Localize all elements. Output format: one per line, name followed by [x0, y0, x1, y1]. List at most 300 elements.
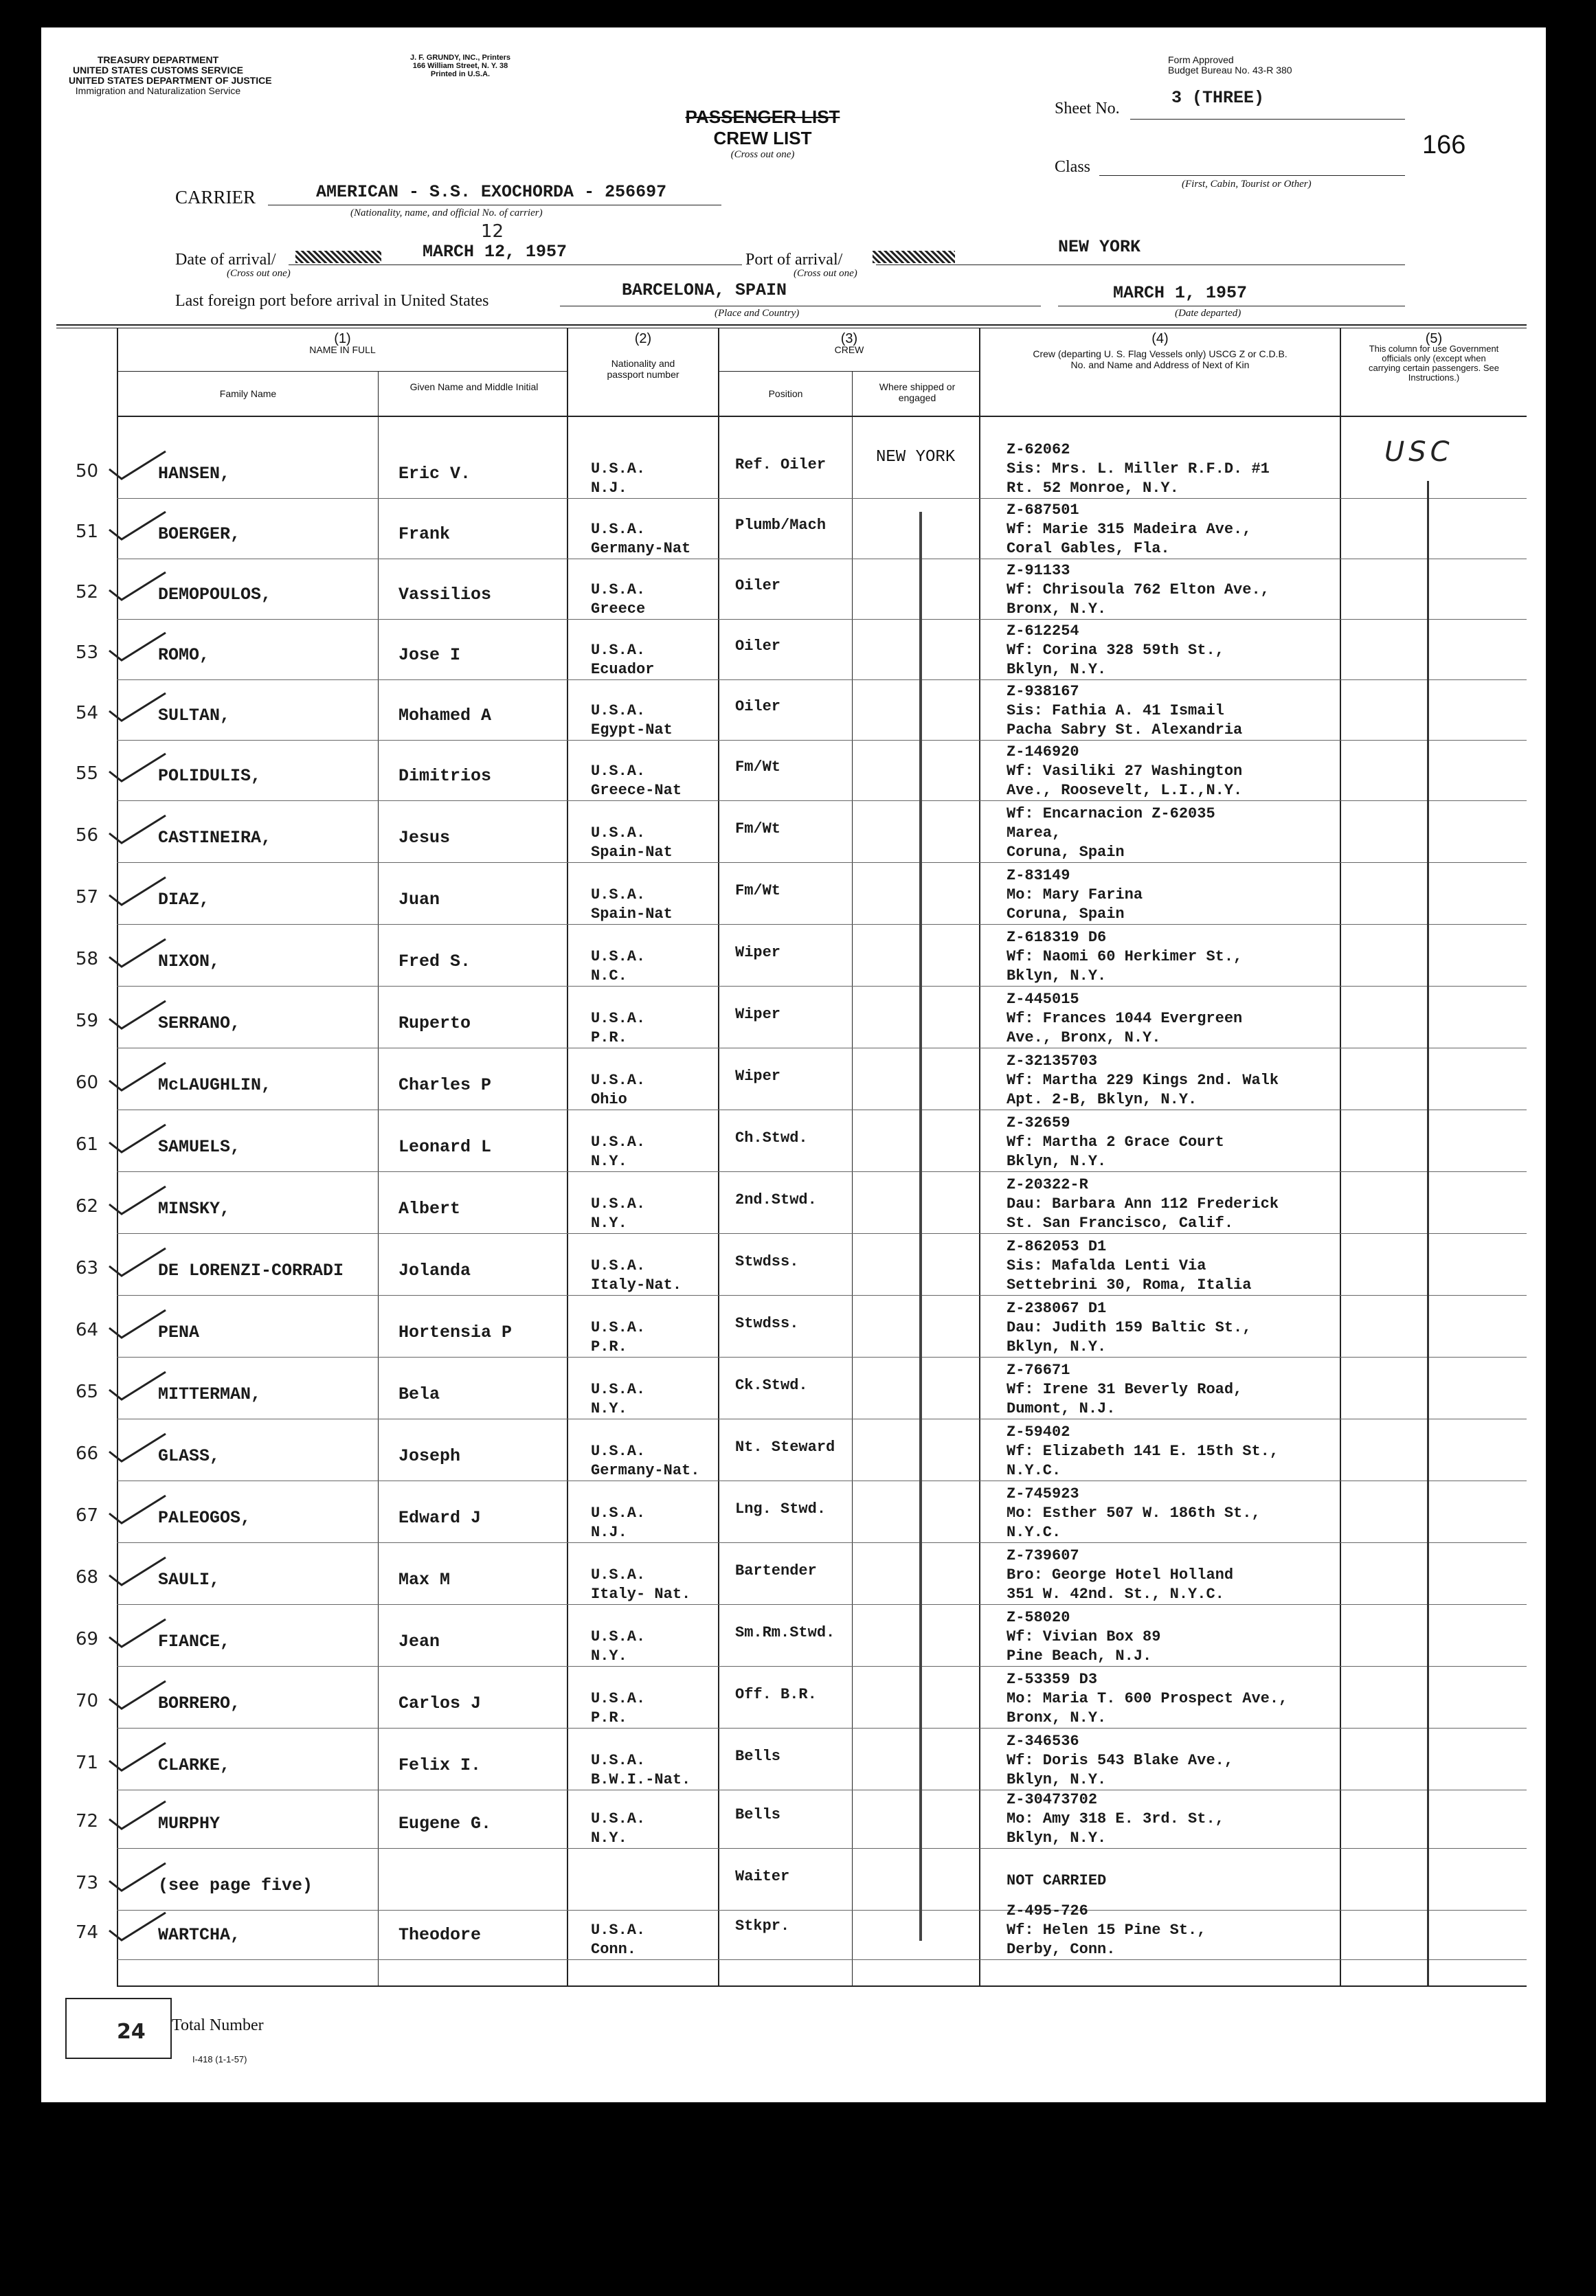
row-separator: [117, 1357, 1527, 1358]
row-number: 58: [76, 949, 99, 969]
family-name: MINSKY,: [158, 1199, 231, 1219]
row-number: 70: [76, 1691, 99, 1711]
kin-line-2: Sis: Mrs. L. Miller R.F.D. #1: [1007, 460, 1270, 477]
row-separator: [117, 800, 1527, 801]
row-number: 56: [76, 825, 99, 846]
family-name: NIXON,: [158, 952, 221, 971]
nationality: U.S.A.: [591, 1505, 646, 1522]
crew-position: Ck.Stwd.: [735, 1377, 808, 1394]
check-mark-icon: [106, 998, 168, 1033]
class-note: (First, Cabin, Tourist or Other): [1182, 179, 1312, 190]
kin-line-1: Z-59402: [1007, 1423, 1070, 1441]
row-separator: [117, 1233, 1527, 1234]
date-arrival-correction: 12: [481, 221, 504, 242]
carrier-note: (Nationality, name, and official No. of carrier): [350, 207, 543, 218]
row-number: 55: [76, 763, 99, 784]
given-name: Bela: [398, 1384, 440, 1404]
printer-line: J. F. GRUNDY, INC., Printers: [409, 54, 511, 62]
row-number: 60: [76, 1072, 99, 1093]
kin-line-2: Dau: Barbara Ann 112 Frederick: [1007, 1195, 1279, 1213]
crew-position: Bells: [735, 1748, 781, 1765]
page-number: 166: [1422, 131, 1466, 159]
last-port-label: Last foreign port before arrival in United States: [175, 292, 489, 310]
given-name: Eric V.: [398, 464, 471, 484]
given-name: Joseph: [398, 1446, 461, 1466]
row-number: 57: [76, 887, 99, 908]
family-name: DE LORENZI-CORRADI: [158, 1261, 344, 1281]
kin-line-1: Z-20322-R: [1007, 1176, 1088, 1193]
crew-position: Waiter: [735, 1868, 790, 1885]
passport-state: Germany-Nat: [591, 540, 691, 557]
row-separator: [117, 862, 1527, 863]
given-name: Ruperto: [398, 1013, 471, 1033]
kin-line-1: Z-862053 D1: [1007, 1238, 1107, 1255]
passport-state: Ohio: [591, 1091, 627, 1108]
form-approved-block: [1168, 55, 1292, 76]
check-mark-icon: [106, 1860, 168, 1895]
form-code: I-418 (1-1-57): [192, 2054, 247, 2064]
kin-line-1: Z-83149: [1007, 867, 1070, 884]
cross-out-note-date: (Cross out one): [227, 268, 291, 279]
row-separator: [117, 498, 1527, 499]
dept-line: UNITED STATES DEPARTMENT OF JUSTICE: [69, 75, 272, 86]
family-name: FIANCE,: [158, 1632, 231, 1652]
kin-line-1: Z-53359 D3: [1007, 1671, 1098, 1688]
kin-line-2: Sis: Mafalda Lenti Via: [1007, 1257, 1206, 1274]
kin-line-3: Pacha Sabry St. Alexandria: [1007, 721, 1243, 739]
passport-state: N.Y.: [591, 1647, 627, 1665]
kin-line-1: Z-32659: [1007, 1114, 1070, 1132]
check-mark-icon: [106, 1740, 168, 1775]
given-name: Edward J: [398, 1508, 482, 1528]
row-number: 66: [76, 1443, 99, 1464]
check-mark-icon: [106, 936, 168, 971]
passport-state: Ecuador: [591, 661, 655, 678]
passport-state: Germany-Nat.: [591, 1462, 700, 1479]
nationality: U.S.A.: [591, 1134, 646, 1151]
col2-title: Nationality and passport number: [607, 358, 679, 380]
passport-state: N.J.: [591, 1524, 627, 1541]
check-mark-icon: [106, 1555, 168, 1589]
kin-line-1: Z-30473702: [1007, 1791, 1098, 1808]
nationality: U.S.A.: [591, 824, 646, 842]
date-departed-note: (Date departed): [1175, 308, 1241, 319]
kin-line-1: Z-58020: [1007, 1609, 1070, 1626]
row-number: 74: [76, 1922, 99, 1943]
check-mark-icon: [106, 1493, 168, 1527]
printer-line: 166 William Street, N. Y. 38: [412, 62, 508, 70]
class-underline: [1099, 175, 1405, 176]
kin-line-1: Z-62062: [1007, 441, 1070, 458]
crew-position: Stwdss.: [735, 1315, 799, 1332]
row-number: 73: [76, 1873, 99, 1893]
passport-state: N.Y.: [591, 1830, 627, 1847]
given-name: Juan: [398, 890, 440, 910]
col4-header: [980, 333, 1340, 370]
nationality: U.S.A.: [591, 1810, 646, 1827]
kin-line-3: Bklyn, N.Y.: [1007, 1338, 1107, 1355]
col-line-5: [979, 328, 980, 1987]
passport-state: Spain-Nat: [591, 844, 673, 861]
passport-state: N.Y.: [591, 1215, 627, 1232]
nationality: U.S.A.: [591, 1257, 646, 1274]
crew-position: Plumb/Mach: [735, 517, 827, 534]
kin-line-2: Wf: Chrisoula 762 Elton Ave.,: [1007, 581, 1270, 598]
check-mark-icon: [106, 1910, 168, 1944]
kin-line-3: Bklyn, N.Y.: [1007, 1771, 1107, 1788]
printer-block: [385, 54, 536, 78]
passport-state: N.C.: [591, 967, 627, 984]
given-name: Mohamed A: [398, 706, 492, 725]
where-shipped-value: NEW YORK: [876, 448, 956, 466]
kin-line-1: Z-618319 D6: [1007, 929, 1107, 946]
given-name: Eugene G.: [398, 1814, 492, 1834]
check-mark-icon: [106, 1369, 168, 1404]
total-box-left: [65, 1998, 67, 2059]
kin-line-2: Sis: Fathia A. 41 Ismail: [1007, 702, 1224, 719]
check-mark-icon: [106, 875, 168, 909]
col-line-1: [378, 371, 379, 1987]
last-port-value: BARCELONA, SPAIN: [622, 280, 787, 300]
check-mark-icon: [106, 509, 168, 543]
check-mark-icon: [106, 1617, 168, 1651]
family-name: PENA: [158, 1323, 200, 1342]
row-number: 62: [76, 1196, 99, 1217]
row-separator: [117, 1959, 1527, 1960]
check-mark-icon: [106, 570, 168, 604]
row-separator: [117, 1295, 1527, 1296]
row-number: 61: [76, 1134, 99, 1155]
passport-state: P.R.: [591, 1709, 627, 1726]
family-name: BORRERO,: [158, 1693, 241, 1713]
crew-position: Sm.Rm.Stwd.: [735, 1624, 835, 1641]
family-name: BOERGER,: [158, 524, 241, 544]
check-mark-icon: [106, 1431, 168, 1465]
nationality: U.S.A.: [591, 1628, 646, 1645]
check-mark-icon: [106, 630, 168, 664]
given-name: Max M: [398, 1570, 451, 1590]
official-ditto-line: [1427, 481, 1429, 1985]
crew-position: 2nd.Stwd.: [735, 1191, 817, 1208]
total-box-bottom: [65, 2058, 172, 2059]
col5-num: (5): [1425, 331, 1443, 346]
row-number: 50: [76, 461, 99, 482]
row-separator: [117, 1171, 1527, 1172]
col-line-2: [567, 328, 568, 1987]
col5-title: This column for use Government officials only (except when carrying certain passengers. See Instructions.): [1368, 344, 1500, 383]
kin-line-1: Wf: Encarnacion Z-62035: [1007, 805, 1215, 822]
kin-line-2: Wf: Martha 229 Kings 2nd. Walk: [1007, 1072, 1279, 1089]
title-block: [680, 106, 845, 161]
kin-line-2: Wf: Marie 315 Madeira Ave.,: [1007, 521, 1252, 538]
passport-state: N.Y.: [591, 1400, 627, 1417]
kin-line-1: Z-76671: [1007, 1362, 1070, 1379]
family-name: (see page five): [158, 1876, 313, 1895]
place-country-note: (Place and Country): [715, 308, 800, 319]
check-mark-icon: [106, 1307, 168, 1342]
sheet-underline: [1130, 119, 1405, 120]
crew-position: Wiper: [735, 1068, 781, 1085]
given-name: Dimitrios: [398, 766, 492, 786]
kin-line-3: Rt. 52 Monroe, N.Y.: [1007, 480, 1179, 497]
printer-line: Printed in U.S.A.: [430, 70, 491, 78]
budget-bureau: Budget Bureau No. 43-R 380: [1168, 65, 1292, 76]
passport-state: P.R.: [591, 1029, 627, 1046]
check-mark-icon: [106, 690, 168, 725]
passport-state: Conn.: [591, 1941, 637, 1958]
check-mark-icon: [106, 449, 168, 483]
nationality: U.S.A.: [591, 581, 646, 598]
passport-state: B.W.I.-Nat.: [591, 1771, 691, 1788]
given-name: Vassilios: [398, 585, 492, 605]
nationality: U.S.A.: [591, 1752, 646, 1769]
class-label: Class: [1055, 158, 1091, 176]
row-number: 68: [76, 1567, 99, 1588]
row-separator: [117, 1728, 1527, 1729]
kin-line-2: Mo: Mary Farina: [1007, 886, 1143, 903]
kin-line-3: Bklyn, N.Y.: [1007, 1830, 1107, 1847]
family-name: HANSEN,: [158, 464, 231, 484]
row-separator: [117, 1848, 1527, 1849]
crew-position: Bartender: [735, 1562, 817, 1579]
row-number: 59: [76, 1011, 99, 1031]
sheet-label: Sheet No.: [1055, 100, 1120, 117]
col4-title: Crew (departing U. S. Flag Vessels only) USCG Z or C.D.B. No. and Name and Address of Next of Kin: [1033, 348, 1288, 370]
kin-line-3: Dumont, N.J.: [1007, 1400, 1116, 1417]
total-box-top: [65, 1998, 172, 1999]
kin-line-2: Mo: Amy 318 E. 3rd. St.,: [1007, 1810, 1224, 1827]
family-header: Family Name: [219, 388, 277, 399]
carrier-label: CARRIER: [175, 187, 256, 207]
passport-state: Italy-Nat.: [591, 1276, 682, 1294]
kin-line-2: Wf: Martha 2 Grace Court: [1007, 1134, 1224, 1151]
row-separator: [117, 1604, 1527, 1605]
row-separator: [117, 986, 1527, 987]
kin-line-1: Z-495-726: [1007, 1902, 1088, 1920]
row-number: 72: [76, 1811, 99, 1832]
crew-position: Fm/Wt: [735, 820, 781, 837]
family-name: GLASS,: [158, 1446, 221, 1466]
family-name: POLIDULIS,: [158, 766, 262, 786]
kin-line-1: Z-346536: [1007, 1733, 1079, 1750]
col3-header: [719, 333, 979, 355]
crew-position: Fm/Wt: [735, 758, 781, 776]
row-number: 63: [76, 1258, 99, 1279]
col-line-4: [852, 371, 853, 1987]
given-name: Fred S.: [398, 952, 471, 971]
kin-line-3: Coruna, Spain: [1007, 905, 1125, 923]
nationality: U.S.A.: [591, 1381, 646, 1398]
kin-line-1: Z-612254: [1007, 622, 1079, 640]
total-label: Total Number: [172, 2016, 264, 2034]
passenger-list-title: PASSENGER LIST: [685, 106, 840, 127]
given-name: Jesus: [398, 828, 451, 848]
department-block: [69, 54, 272, 96]
passport-state: Spain-Nat: [591, 905, 673, 923]
kin-line-2: Mo: Maria T. 600 Prospect Ave.,: [1007, 1690, 1288, 1707]
check-mark-icon: [106, 1060, 168, 1094]
crew-position: Bells: [735, 1806, 781, 1823]
passport-state: Greece-Nat: [591, 782, 682, 799]
row-separator: [117, 1666, 1527, 1667]
date-departed-value: MARCH 1, 1957: [1113, 283, 1248, 303]
dept-line: TREASURY DEPARTMENT: [97, 54, 219, 65]
kin-line-2: Wf: Frances 1044 Evergreen: [1007, 1010, 1243, 1027]
row-separator: [117, 924, 1527, 925]
kin-line-3: Bklyn, N.Y.: [1007, 661, 1107, 678]
kin-line-1: Z-146920: [1007, 743, 1079, 761]
kin-line-2: Wf: Irene 31 Beverly Road,: [1007, 1381, 1243, 1398]
crew-position: Lng. Stwd.: [735, 1500, 827, 1518]
kin-line-1: Z-938167: [1007, 683, 1079, 700]
kin-line-3: Settebrini 30, Roma, Italia: [1007, 1276, 1252, 1294]
col3-title: CREW: [834, 344, 864, 355]
family-name: DEMOPOULOS,: [158, 585, 272, 605]
given-name: Theodore: [398, 1925, 482, 1945]
row-separator: [117, 1910, 1527, 1911]
where-header: Where shipped or engaged: [879, 381, 956, 403]
family-name: SULTAN,: [158, 706, 231, 725]
passport-state: P.R.: [591, 1338, 627, 1355]
kin-line-1: Z-32135703: [1007, 1053, 1098, 1070]
total-value: 24: [117, 2020, 146, 2044]
given-name: Jean: [398, 1632, 440, 1652]
row-separator: [117, 740, 1527, 741]
nationality: U.S.A.: [591, 886, 646, 903]
cross-out-note-port: (Cross out one): [794, 268, 857, 279]
kin-line-1: Z-445015: [1007, 991, 1079, 1008]
row-number: 65: [76, 1382, 99, 1402]
passport-state: Italy- Nat.: [591, 1586, 691, 1603]
given-name: Jolanda: [398, 1261, 471, 1281]
passport-state: N.J.: [591, 480, 627, 497]
crew-position: Stwdss.: [735, 1253, 799, 1270]
given-name: Hortensia P: [398, 1323, 513, 1342]
family-name: MITTERMAN,: [158, 1384, 262, 1404]
passport-state: Egypt-Nat: [591, 721, 673, 739]
crew-position: Oiler: [735, 698, 781, 715]
dept-line: Immigration and Naturalization Service: [75, 85, 241, 96]
nationality: U.S.A.: [591, 948, 646, 965]
crew-position: Off. B.R.: [735, 1686, 817, 1703]
nationality: U.S.A.: [591, 460, 646, 477]
port-arrival-crossout: [873, 251, 955, 263]
kin-line-3: Coral Gables, Fla.: [1007, 540, 1170, 557]
nationality: U.S.A.: [591, 1443, 646, 1460]
kin-line-1: Z-745923: [1007, 1485, 1079, 1502]
kin-line-2: Wf: Doris 543 Blake Ave.,: [1007, 1752, 1234, 1769]
given-name: Leonard L: [398, 1137, 492, 1157]
date-arrival-value: MARCH 12, 1957: [423, 242, 567, 262]
subheader-line-2: [718, 371, 979, 372]
given-name: Jose I: [398, 645, 461, 665]
crew-position: Ref. Oiler: [735, 456, 827, 473]
kin-line-2: Mo: Esther 507 W. 186th St.,: [1007, 1505, 1261, 1522]
crew-position: Nt. Steward: [735, 1439, 835, 1456]
col1-header: [118, 333, 567, 355]
nationality: U.S.A.: [591, 763, 646, 780]
col3-num: (3): [840, 331, 858, 346]
row-number: 53: [76, 642, 99, 663]
kin-line-2: Wf: Naomi 60 Herkimer St.,: [1007, 948, 1243, 965]
kin-line-3: Bklyn, N.Y.: [1007, 1153, 1107, 1170]
row-number: 51: [76, 521, 99, 542]
manifest-page: [41, 27, 1546, 2102]
col2-num: (2): [634, 331, 652, 346]
nationality: U.S.A.: [591, 1010, 646, 1027]
family-name: SAMUELS,: [158, 1137, 241, 1157]
kin-line-2: Bro: George Hotel Holland: [1007, 1566, 1234, 1584]
row-number: 64: [76, 1320, 99, 1340]
family-name: PALEOGOS,: [158, 1508, 251, 1528]
check-mark-icon: [106, 1184, 168, 1218]
kin-line-1: Z-687501: [1007, 502, 1079, 519]
crew-position: Oiler: [735, 638, 781, 655]
kin-line-3: St. San Francisco, Calif.: [1007, 1215, 1234, 1232]
kin-line-1: Z-739607: [1007, 1547, 1079, 1564]
kin-line-2: Wf: Corina 328 59th St.,: [1007, 642, 1224, 659]
form-approved: Form Approved: [1168, 54, 1234, 65]
crew-position: Fm/Wt: [735, 882, 781, 899]
kin-line-2: Marea,: [1007, 824, 1061, 842]
given-header: Given Name and Middle Initial: [409, 381, 539, 392]
table-top-rule: [56, 324, 1527, 326]
col5-header: [1341, 333, 1527, 383]
kin-line-3: Pine Beach, N.J.: [1007, 1647, 1152, 1665]
col2-header: [568, 333, 718, 380]
crew-position: Ch.Stwd.: [735, 1129, 808, 1147]
kin-line-2: Wf: Vivian Box 89: [1007, 1628, 1161, 1645]
row-separator: [117, 679, 1527, 680]
position-header: Position: [768, 388, 803, 399]
check-mark-icon: [106, 1246, 168, 1280]
carrier-value: AMERICAN - S.S. EXOCHORDA - 256697: [316, 182, 667, 202]
port-arrival-value: NEW YORK: [1058, 237, 1141, 257]
family-name: WARTCHA,: [158, 1925, 241, 1945]
nationality: U.S.A.: [591, 702, 646, 719]
nationality: U.S.A.: [591, 1690, 646, 1707]
family-name: DIAZ,: [158, 890, 210, 910]
sheet-value: 3 (THREE): [1171, 88, 1265, 108]
given-name: Felix I.: [398, 1755, 482, 1775]
family-name: SAULI,: [158, 1570, 221, 1590]
passport-state: Greece: [591, 600, 646, 618]
family-name: ROMO,: [158, 645, 210, 665]
col1-num: (1): [334, 331, 351, 346]
passport-state: N.Y.: [591, 1153, 627, 1170]
col4-num: (4): [1151, 331, 1169, 346]
kin-line-3: Bronx, N.Y.: [1007, 600, 1107, 618]
kin-line-2: NOT CARRIED: [1007, 1872, 1107, 1889]
check-mark-icon: [106, 813, 168, 847]
kin-line-3: N.Y.C.: [1007, 1524, 1061, 1541]
nationality: U.S.A.: [591, 642, 646, 659]
kin-line-1: Z-91133: [1007, 562, 1070, 579]
nationality: U.S.A.: [591, 1072, 646, 1089]
given-name: Frank: [398, 524, 451, 544]
official-mark: USC: [1384, 436, 1454, 468]
family-name: McLAUGHLIN,: [158, 1075, 272, 1095]
given-name: Albert: [398, 1199, 461, 1219]
crew-position: Oiler: [735, 577, 781, 594]
kin-line-1: Z-238067 D1: [1007, 1300, 1107, 1317]
kin-line-3: Apt. 2-B, Bklyn, N.Y.: [1007, 1091, 1198, 1108]
row-number: 67: [76, 1505, 99, 1526]
col-line-3: [718, 328, 719, 1987]
ditto-line: [919, 512, 922, 1941]
cross-out-note: (Cross out one): [730, 149, 795, 160]
crew-position: Stkpr.: [735, 1917, 790, 1935]
